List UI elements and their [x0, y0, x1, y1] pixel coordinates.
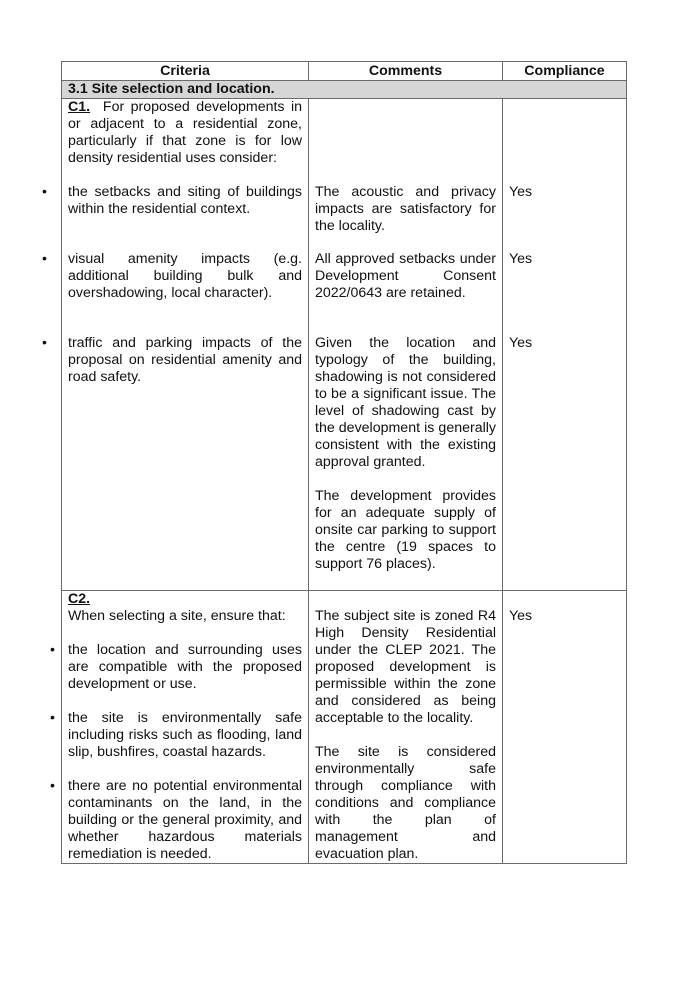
list-item — [50, 710, 302, 761]
c1-item-comments-cell — [309, 169, 503, 236]
c1-item-criteria-cell — [42, 169, 309, 236]
bullet-icon: • — [50, 778, 55, 794]
c1-item-row — [62, 169, 627, 236]
c1-item-comments-cell — [309, 236, 503, 320]
c1-item-comment: The acoustic and privacy impacts are satisfactory for the locality. — [315, 184, 496, 234]
c2-compliance-cell — [503, 591, 627, 864]
c1-item-row — [62, 236, 627, 320]
c1-intro-cell — [62, 99, 309, 170]
compliance-value: Yes — [509, 251, 533, 267]
c2-item-text: the location and surrounding uses are compatible with the proposed development or use. — [68, 642, 302, 692]
c1-item-list — [42, 184, 302, 218]
list-item — [42, 251, 302, 302]
c1-intro — [68, 99, 302, 167]
compliance-value: Yes — [509, 184, 533, 200]
bullet-icon: • — [42, 251, 47, 267]
header-criteria: Criteria — [62, 62, 309, 81]
c2-item-text: there are no potential environmental contaminants on the land, in the building or the general proximity, and whether hazardous materials remediation is needed. — [68, 778, 302, 862]
bullet-icon: • — [42, 335, 47, 351]
c1-item-comment: The development provides for an adequate supply of onsite car parking to support the centre (19 spaces to support 76 places). — [315, 488, 496, 572]
c1-item-text: traffic and parking impacts of the proposal on residential amenity and road safety. — [68, 335, 302, 385]
c1-item-text: visual amenity impacts (e.g. additional building bulk and overshadowing, local character). — [68, 251, 302, 301]
criteria-table — [42, 61, 627, 864]
c1-item-list — [42, 251, 302, 302]
c2-row — [62, 591, 627, 864]
c2-intro: When selecting a site, ensure that: — [68, 608, 286, 624]
c1-item-comment: Given the location and typology of the building, shadowing is not considered to be a significant issue. The level of shadowing cast by the development is generally consistent with the existing approval granted. — [315, 335, 496, 470]
c2-criteria-cell — [50, 591, 309, 864]
header-compliance: Compliance — [503, 62, 627, 81]
c1-intro-compliance — [503, 99, 627, 170]
c1-item-criteria-cell — [42, 320, 309, 591]
c1-item-compliance-cell — [503, 169, 627, 236]
section-title: 3.1 Site selection and location. — [62, 81, 627, 99]
c1-item-compliance-cell — [503, 320, 627, 591]
c2-code: C2. — [68, 591, 91, 607]
list-item — [42, 184, 302, 218]
c1-item-row — [62, 320, 627, 591]
c2-comments-cell — [309, 591, 503, 864]
c1-item-compliance-cell — [503, 236, 627, 320]
c1-intro-row — [62, 99, 627, 170]
c1-item-comments-cell — [309, 320, 503, 591]
c1-item-list — [42, 335, 302, 386]
c2-comment: The site is considered environmentally safe through compliance with conditions and compliance with the plan of management and evacuation plan. — [315, 744, 496, 862]
bullet-icon: • — [50, 710, 55, 726]
section-row — [62, 81, 627, 99]
compliance-value: Yes — [509, 335, 533, 351]
c2-comment: The subject site is zoned R4 High Density Residential under the CLEP 2021. The proposed development is permissible within the zone and considered as being acceptable to the locality. — [315, 608, 496, 726]
c2-item-list — [50, 642, 302, 863]
compliance-value: Yes — [509, 608, 533, 624]
list-item — [42, 335, 302, 386]
bullet-icon: • — [42, 184, 47, 200]
c2-item-text: the site is environmentally safe including risks such as flooding, land slip, bushfires, coastal hazards. — [68, 710, 302, 760]
bullet-icon: • — [50, 642, 55, 658]
c1-item-text: the setbacks and siting of buildings within the residential context. — [68, 184, 302, 217]
list-item — [50, 778, 302, 863]
header-row — [62, 62, 627, 81]
c1-intro-text: For proposed developments in or adjacent to a residential zone, particularly if that zone is for low density residential uses consider: — [68, 99, 302, 166]
list-item — [50, 642, 302, 693]
header-comments: Comments — [309, 62, 503, 81]
c1-intro-comments — [309, 99, 503, 170]
c1-item-criteria-cell — [42, 236, 309, 320]
c1-item-comment: All approved setbacks under Development Consent 2022/0643 are retained. — [315, 251, 496, 301]
c1-code: C1. — [68, 99, 91, 115]
